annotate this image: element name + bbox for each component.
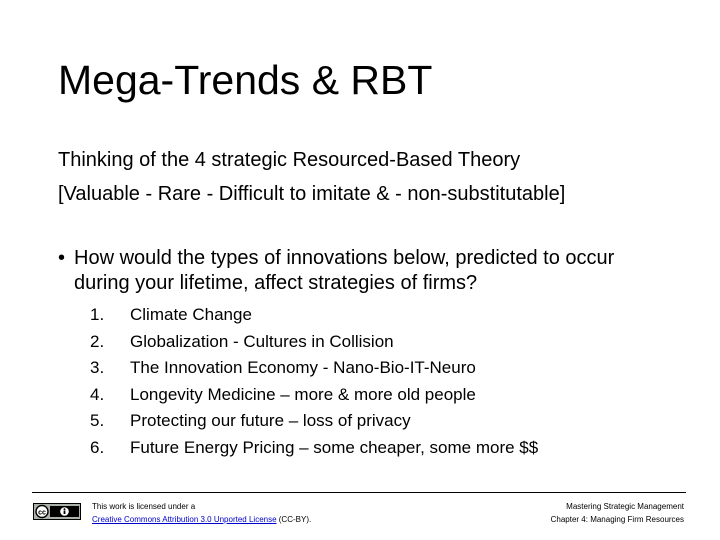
list-text: The Innovation Economy - Nano-Bio-IT-Neuro <box>130 358 476 377</box>
list-item <box>90 329 650 356</box>
list-text: Climate Change <box>130 305 252 324</box>
numbered-list <box>90 302 650 461</box>
footer-book-info <box>551 500 684 526</box>
license-suffix: (CC-BY). <box>276 515 312 524</box>
list-item <box>90 382 650 409</box>
license-prefix: This work is licensed under a <box>92 502 196 511</box>
list-text: Globalization - Cultures in Collision <box>130 331 394 351</box>
slide-title: Mega-Trends & RBT <box>58 57 433 103</box>
intro-text: Thinking of the 4 strategic Resourced-Based Theory <box>58 149 521 171</box>
footer-divider <box>32 492 686 493</box>
list-number: 1. <box>90 305 105 324</box>
list-text: Longevity Medicine – more & more old people <box>130 384 476 404</box>
book-title: Mastering Strategic Management <box>566 502 684 511</box>
list-item <box>90 408 650 435</box>
chapter-title: Chapter 4: Managing Firm Resources <box>550 515 684 524</box>
list-text: Future Energy Pricing – some cheaper, some more $$ <box>130 437 539 457</box>
creative-commons-icon[interactable] <box>33 503 81 520</box>
list-item <box>90 302 650 329</box>
license-text <box>92 500 311 526</box>
list-number: 3. <box>90 358 105 377</box>
list-item <box>90 435 650 462</box>
criteria-text: [Valuable - Rare - Difficult to imitate & - non-substitutable] <box>58 183 566 205</box>
svg-text:cc: cc <box>38 509 46 517</box>
license-link[interactable]: Creative Commons Attribution 3.0 Unported License <box>92 515 277 524</box>
bullet-marker: • <box>58 247 66 269</box>
list-number: 5. <box>90 411 105 430</box>
list-number: 2. <box>90 331 105 351</box>
bullet-text: How would the types of innovations below, predicted to occur during your lifetime, affect strategies of firms? <box>74 247 615 294</box>
license-line <box>92 513 311 526</box>
list-text: Protecting our future – loss of privacy <box>130 411 411 430</box>
list-item <box>90 355 650 382</box>
list-number: 6. <box>90 437 105 457</box>
list-number: 4. <box>90 384 105 404</box>
